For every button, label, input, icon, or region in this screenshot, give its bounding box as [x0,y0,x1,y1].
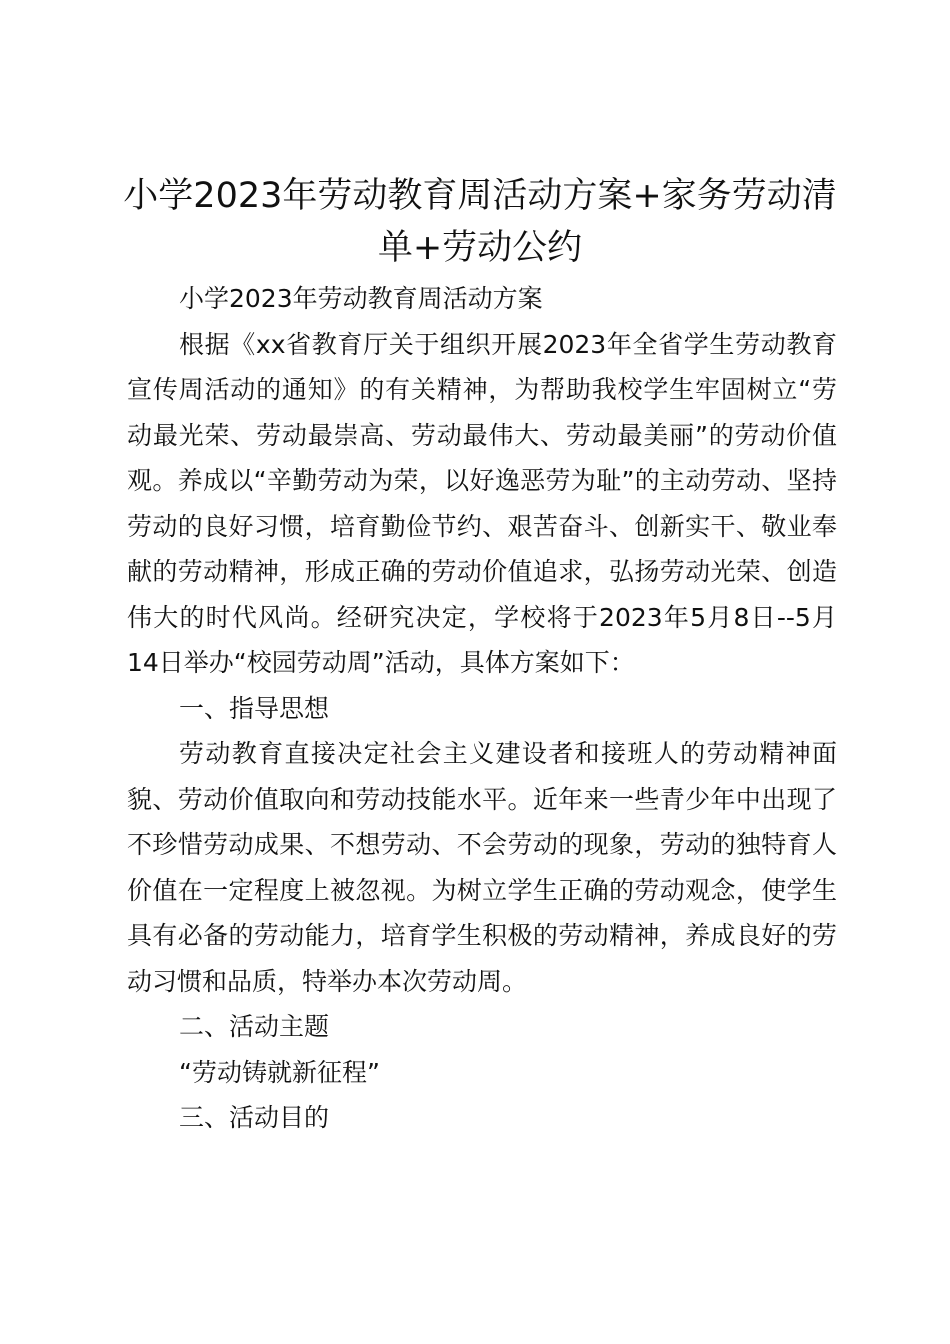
intro-paragraph: 根据《xx省教育厅关于组织开展2023年全省学生劳动教育宣传周活动的通知》的有关精神，为帮助我校学生牢固树立“劳动最光荣、劳动最崇高、劳动最伟大、劳动最美丽”的劳动价值观。养成以“辛勤劳动为荣，以好逸恶劳为耻”的主动劳动、坚持劳动的良好习惯，培育勤俭节约、艰苦奋斗、创新实干、敬业奉献的劳动精神，形成正确的劳动价值追求，弘扬劳动光荣、创造伟大的时代风尚。经研究决定，学校将于2023年5月8日--5月14日举办“校园劳动周”活动，具体方案如下： [127,329,837,677]
guiding-ideology-paragraph: 劳动教育直接决定社会主义建设者和接班人的劳动精神面貌、劳动价值取向和劳动技能水平。近年来一些青少年中出现了不珍惜劳动成果、不想劳动、不会劳动的现象，劳动的独特育人价值在一定程度上被忽视。为树立学生正确的劳动观念，使学生具有必备的劳动能力，培育学生积极的劳动精神，养成良好的劳动习惯和品质，特举办本次劳动周。 [127,739,837,996]
section-heading-activity-theme: 二、活动主题 [179,1012,330,1041]
section-heading-guiding-ideology: 一、指导思想 [179,693,330,723]
section-heading-activity-purpose: 三、活动目的 [179,1103,330,1132]
document-subtitle: 小学2023年劳动教育周活动方案 [179,284,543,313]
document-title: 小学2023年劳动教育周活动方案+家务劳动清单+劳动公约 [123,176,837,268]
activity-theme-text: “劳动铸就新征程” [179,1057,380,1087]
document-body [127,276,837,1141]
